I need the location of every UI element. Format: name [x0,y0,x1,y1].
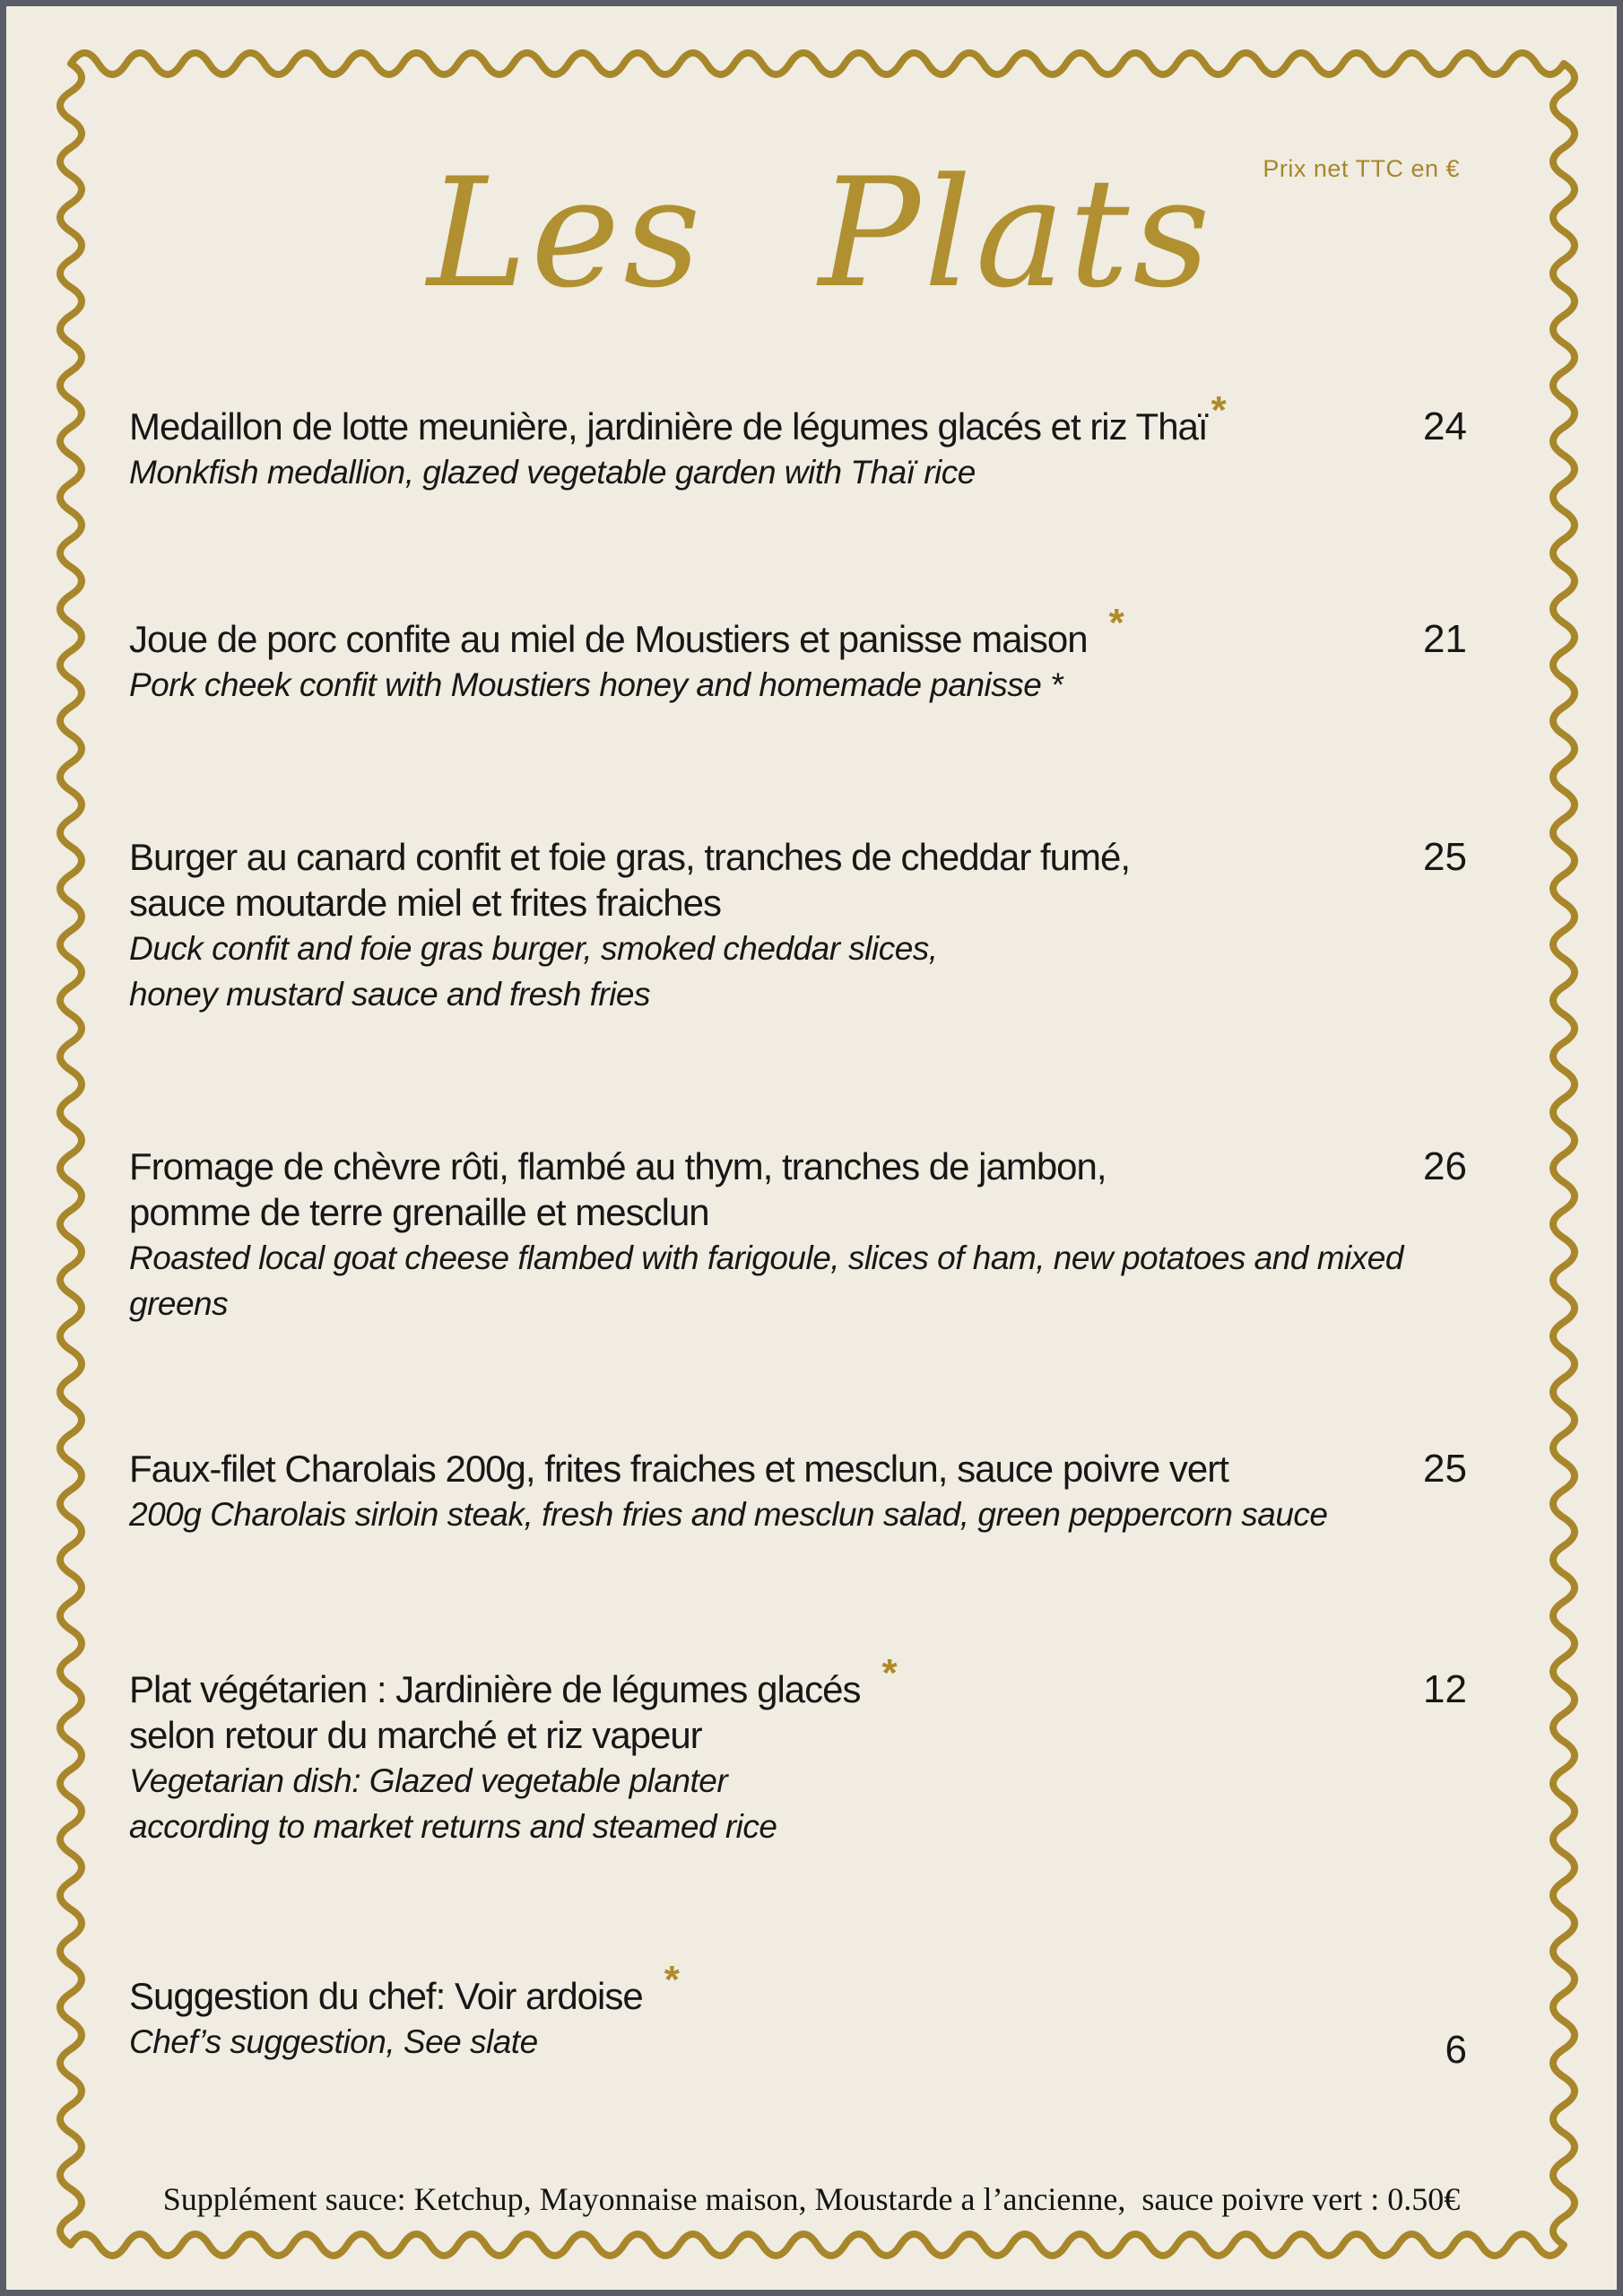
dish-name-fr: Burger au canard confit et foie gras, tranches de cheddar fumé, [129,836,1131,878]
dish-name-en: Duck confit and foie gras burger, smoked cheddar slices, [129,930,938,967]
dish-price: 24 [1423,404,1467,448]
dish-price: 21 [1423,617,1467,661]
dish-name-fr [129,601,1467,662]
dish-name-en: 200g Charolais sirloin steak, fresh fries and mesclun salad, green peppercorn sauce [129,1496,1328,1533]
menu-item-burger-canard [129,834,1467,1017]
page-title: Les Plats [427,145,1214,321]
dish-price: 25 [1423,1447,1467,1491]
dish-name-fr [129,1651,1467,1712]
asterisk-icon: * [881,1651,898,1695]
menu-item-faux-filet [129,1446,1467,1537]
menu-item-joue-de-porc [129,601,1467,708]
dish-name-en-line2: honey mustard sauce and fresh fries [129,976,650,1013]
supplement-note: Supplément sauce: Ketchup, Mayonnaise maison, Moustarde a l’ancienne, sauce poivre vert : 0.50€ [162,2181,1461,2217]
dish-price: 26 [1423,1144,1467,1188]
asterisk-icon: * [664,1958,680,2002]
price-note: Prix net TTC en € [1263,155,1460,182]
menu-item-medaillon-lotte [129,388,1467,495]
dish-name-fr-line2: pomme de terre grenaille et mesclun [129,1191,709,1233]
dish-name-fr-line2: selon retour du marché et riz vapeur [129,1714,702,1756]
dish-price: 6 [1445,2028,1467,2072]
dish-name-fr: Faux-filet Charolais 200g, frites fraiches et mesclun, sauce poivre vert [129,1448,1228,1490]
dish-name-text: Joue de porc confite au miel de Moustiers et panisse maison [129,618,1088,660]
dish-name-en-line2: according to market returns and steamed rice [129,1808,777,1845]
dish-price: 25 [1423,835,1467,879]
dish-name-en-line2: greens [129,1285,229,1322]
dish-price: 12 [1423,1667,1467,1711]
dish-name-en: Pork cheek confit with Moustiers honey and homemade panisse * [129,666,1063,703]
dish-name-en: Monkfish medallion, glazed vegetable garden with Thaï rice [129,454,976,491]
menu-item-suggestion-chef [129,1958,1467,2072]
asterisk-icon: * [1108,601,1124,645]
menu-item-plat-vegetarien [129,1651,1467,1849]
dish-name-fr-line2: sauce moutarde miel et frites fraiches [129,882,721,924]
dish-name-fr [129,1958,1467,2019]
dish-name-fr: Fromage de chèvre rôti, flambé au thym, tranches de jambon, [129,1145,1107,1187]
dish-name-en: Chef’s suggestion, See slate [129,2023,538,2060]
dish-name-fr [129,388,1467,449]
dish-name-en: Vegetarian dish: Glazed vegetable planter [129,1762,728,1799]
asterisk-icon: * [1211,388,1227,432]
dish-name-text: Plat végétarien : Jardinière de légumes glacés [129,1668,861,1710]
menu-item-fromage-chevre [129,1144,1467,1326]
dish-name-text: Medaillon de lotte meunière, jardinière de légumes glacés et riz Thaï [129,405,1208,448]
dish-name-text: Suggestion du chef: Voir ardoise [129,1975,643,2017]
dish-name-en: Roasted local goat cheese flambed with farigoule, slices of ham, new potatoes and mixed [129,1239,1403,1276]
